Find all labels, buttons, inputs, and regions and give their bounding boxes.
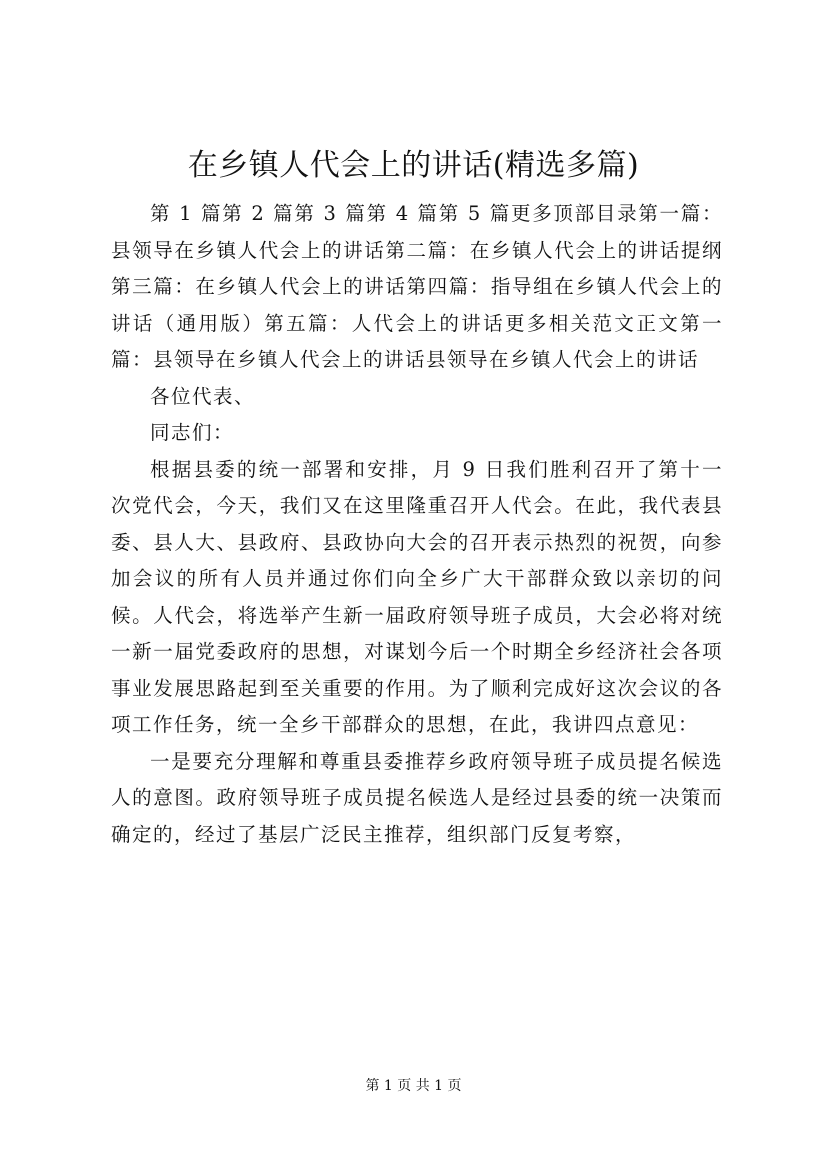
document-body xyxy=(111,196,723,853)
document-title: 在乡镇人代会上的讲话(精选多篇) xyxy=(187,148,640,183)
paragraph-salutation-delegates: 各位代表、 xyxy=(150,384,256,408)
paragraph-opening: 根据县委的统一部署和安排，月 9 日我们胜利召开了第十一次党代会，今天，我们又在这里隆重召开人代会。在此，我代表县委、县人大、县政府、县政协向大会的召开表示热烈的祝贺，向参加会议的所有人员并通过你们向全乡广大干部群众致以亲切的问候。人代会，将选举产生新一届政府领导班子成员，大会必将对统一新一届党委政府的思想，对谋划今后一个时期全乡经济社会各项事业发展思路起到至关重要的作用。为了顺利完成好这次会议的各项工作任务，统一全乡干部群众的思想，在此，我讲四点意见： xyxy=(111,457,723,736)
page-footer: 第 1 页 共 1 页 xyxy=(365,1078,462,1094)
paragraph-toc: 第 1 篇第 2 篇第 3 篇第 4 篇第 5 篇更多顶部目录第一篇：县领导在乡镇人代会上的讲话第二篇：在乡镇人代会上的讲话提纲第三篇：在乡镇人代会上的讲话第四篇：指导组在乡镇人代会上的讲话（通用版）第五篇：人代会上的讲话更多相关范文正文第一篇：县领导在乡镇人代会上的讲话县领导在乡镇人代会上的讲话 xyxy=(111,202,723,371)
paragraph-salutation-comrades: 同志们： xyxy=(150,421,235,444)
paragraph-point-one: 一是要充分理解和尊重县委推荐乡政府领导班子成员提名候选人的意图。政府领导班子成员提名候选人是经过县委的统一决策而确定的，经过了基层广泛民主推荐，组织部门反复考察， xyxy=(111,749,723,846)
